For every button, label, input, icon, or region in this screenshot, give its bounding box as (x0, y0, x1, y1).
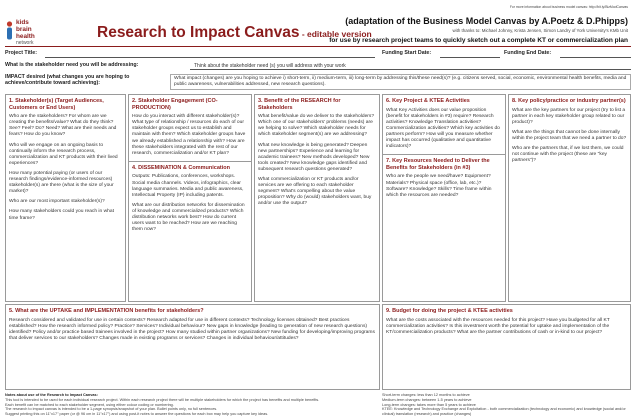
box-title: 1. Stakeholder(s) (Target Audiences, Customers or End Users) (9, 98, 104, 111)
box-title: 6. Key Project & KTEE Activities (386, 98, 470, 104)
box-text: Who are the people we need/have? Equipment? Materials? Physical space (office, lab, etc.)? Software? Knowledge? Skills? Time frame within which the resources are needed? (386, 174, 492, 198)
footer-definitions (382, 393, 631, 417)
funding-end-field[interactable] (560, 57, 631, 58)
project-title-field[interactable] (45, 57, 375, 58)
box-text: What Key Activities does our value proposition (benefit for stakeholders in #3) require? Research activities? Knowledge Translation activities? Commercialization activities? Which key activities do partners perform? How will you measure whether impact has occurred (qualitative and quantitative indicators)? (386, 107, 500, 150)
footer-notes (5, 393, 377, 417)
stakeholder-need-field[interactable] (190, 69, 631, 70)
box-dissemination[interactable] (129, 161, 251, 233)
box-title: 3. Benefit of the RESEARCH for Stakeholders (258, 98, 341, 111)
footer-definition-line: KTEE: Knowledge and Technology Exchange and Exploitation - both commercialization (technology and economic) and knowledge (social and/or clinical) translation (research) and practice (changes) (382, 407, 626, 417)
box-engagement[interactable] (128, 94, 252, 302)
logo-text: kids brain health network (16, 19, 35, 46)
box-activities[interactable] (382, 94, 506, 302)
box-benefit[interactable] (254, 94, 380, 302)
box-text: Outputs: Publications, conferences, workshops. Social media channels. Videos, infographics, clear language summaries. Media and public awareness, Intellectual Property (IP) including patents. (132, 174, 244, 198)
impact-field[interactable]: What impact (changes) are you hoping to achieve i) short-term, ii) medium-term, iii) long-term by addressing this/these need(s)? (e.g. citizens served, social, economic, environmental health benefits, media and public awareness, vulnerabilities addressed, new research questions). (170, 74, 631, 90)
footer-definition-line: Long-term changes: takes more than 5 years to achieve (382, 402, 476, 407)
box-resources[interactable] (383, 154, 505, 199)
project-title-label: Project Title: (5, 50, 37, 56)
box-text: What are the key partners for our project (try to list a partner in each key stakeholder group related to our product)? (512, 107, 626, 125)
box-budget[interactable] (382, 304, 631, 390)
footer-note-line: Suggest printing this on 11"x17" paper (or @ 96 cm in 11"x17") and using post-it notes to answer the questions for each box may help you capture key ideas. (5, 412, 269, 417)
box-text: What are the things that cannot be done internally within the project team that we need a partner to do? (512, 129, 627, 141)
box-text: What new knowledge is being generated? Deepen new partnerships? Experience and learning for academic trainees? New methods developed? New tools created? New knowledge gaps identified and subsequent research questions generated? (258, 142, 370, 172)
box-title: 2. Stakeholder Engagement (CO-PRODUCTION) (132, 98, 218, 111)
footer-notes-title: Notes about use of the Research to Impact Canvas: (5, 393, 98, 397)
stakeholder-need-hint: Think about the stakeholder need (s) you will address with your work (194, 63, 346, 69)
stakeholder-need-label: What is the stakeholder need you will be addressing: (5, 62, 139, 68)
box-text: Who are our most important stakeholder(s)? (9, 199, 105, 205)
box-title: 8. Key policy/practice or industry partner(s) (512, 98, 626, 104)
box-text: Who will we engage on an ongoing basis to continually inform the research process, commercialization and KT products with their lived experiences? (9, 142, 118, 166)
box-text: How do you interact with different stakeholder(s)? What type of relationship / resources do each of our stakeholder groups expect us to establish and maintain with them? Which stakeholder groups have we already established a relationship with? How are these stakeholders integrated with the rest of our research, commercialization and/or KT plan? (132, 114, 246, 156)
footer-note-line: Each benefit can be matched to each stakeholder segment, using either colour coding or numbering. (5, 402, 174, 407)
box-text: Who are the partners that, if we lost them, we could not continue with the project (these are "key partners")? (512, 146, 624, 164)
box-title: 4. DISSEMINATION & Communication (132, 164, 230, 171)
box-title: 7. Key Resources Needed to Deliver the Benefits for Stakeholders (in #3) (386, 158, 490, 171)
footer-definition-line: Short-term changes: less than 12 months to achieve (382, 393, 470, 397)
box-text: What are the costs associated with the resources needed for this project? Have you budgeted for all KT commercialization activities? Is this investment worth the potential for uptake and implementation of the KT/commercialization products? What are the partner contributions of cash or in-kind to our project? (386, 317, 610, 335)
box-text: How many potential paying (or users of our research findings/evidence-informed resources) stakeholder(s) are there (what is the size of your market)? (9, 170, 114, 195)
thanks-note: with thanks to: Michael Johnny, Krista Jensen, Simon Landry of York University's KMb Unit (452, 28, 628, 33)
box-title: 5. What are the UPTAKE and IMPLEMENTATION benefits for stakeholders? (9, 308, 204, 314)
box-text: How many stakeholders could you reach in what time frame? (9, 209, 114, 221)
adaptation-note: (adaptation of the Business Model Canvas by A.Poetz & D.Phipps) (345, 16, 628, 26)
box-text: What benefit/value do we deliver to the stakeholders? Which one of our stakeholders' problems (needs) are we helping to solve? Which stakeholder needs for which stakeholder segment(s) are we addressing? (258, 114, 375, 138)
box-uptake[interactable] (5, 304, 380, 390)
footer-definition-line: Medium-term changes: between 1-5 years to achieve (382, 397, 472, 402)
funding-start-field[interactable] (440, 57, 500, 58)
box-title: 9. Budget for doing the project & KTEE activities (386, 308, 513, 314)
footer-note-line: The research to impact canvas is intended to be a 1-page synopsis/snapshot of your plan. Bullet points only, no full sentences. (5, 407, 218, 412)
logo-figure-icon (5, 21, 14, 41)
box-text: What are our distribution networks for dissemination of knowledge and commercialized products? Which distribution networks work best? How do current users want to be reached? How are we reaching them now? (132, 202, 245, 233)
page-title: Research to Impact Canvas - editable version (97, 24, 372, 41)
use-note: for use by research project teams to quickly sketch out a complete KT or commercialization plan (329, 37, 628, 44)
box-stakeholders[interactable] (5, 94, 126, 302)
funding-end-label: Funding End Date: (504, 50, 552, 56)
box-partners[interactable] (508, 94, 631, 302)
header-divider (5, 46, 631, 47)
box-text: Research considered and validated for use in certain contexts? Research adapted for use in different contexts? Technology licenses obtained? Best practices established? How the research informed policy? Practice? Services? Individual behaviour? New gaps in knowledge (leading to generation of new research questions) identified? Policy and/or practice based trainees involved in the project? How many studied within partner organizations? New funding for developing/improving programs that deliver services to our stakeholders? Changes made in existing programs or services? Changes in individual behaviour/attitudes? (9, 317, 375, 341)
box-text: Who are the stakeholders? For whom are we creating the benefits/value? What do they think? See? Feel? Do? Need? What are their needs and fears? How do you know? (9, 114, 117, 138)
funding-start-label: Funding Start Date: (382, 50, 432, 56)
top-note: For more information about business model canvas: http://bit.ly/BizModCanvas (509, 5, 628, 9)
box-text: What commercialization or KT products and/or services are we offering to each stakeholder segment? What's compelling about the value proposition? Why do (would) stakeholders want, buy and/or use the output? (258, 177, 372, 207)
page-subtitle: - editable version (299, 29, 372, 39)
footer-note-line: This tool is intended to be used for each individual research project. Within each research project there will be multiple stakeholders for which the project has benefits and multiple benefits. (5, 397, 320, 402)
impact-label: IMPACT desired (what changes you are hoping to achieve/contribute toward achieving): (5, 74, 130, 87)
kbhn-logo (5, 19, 49, 46)
